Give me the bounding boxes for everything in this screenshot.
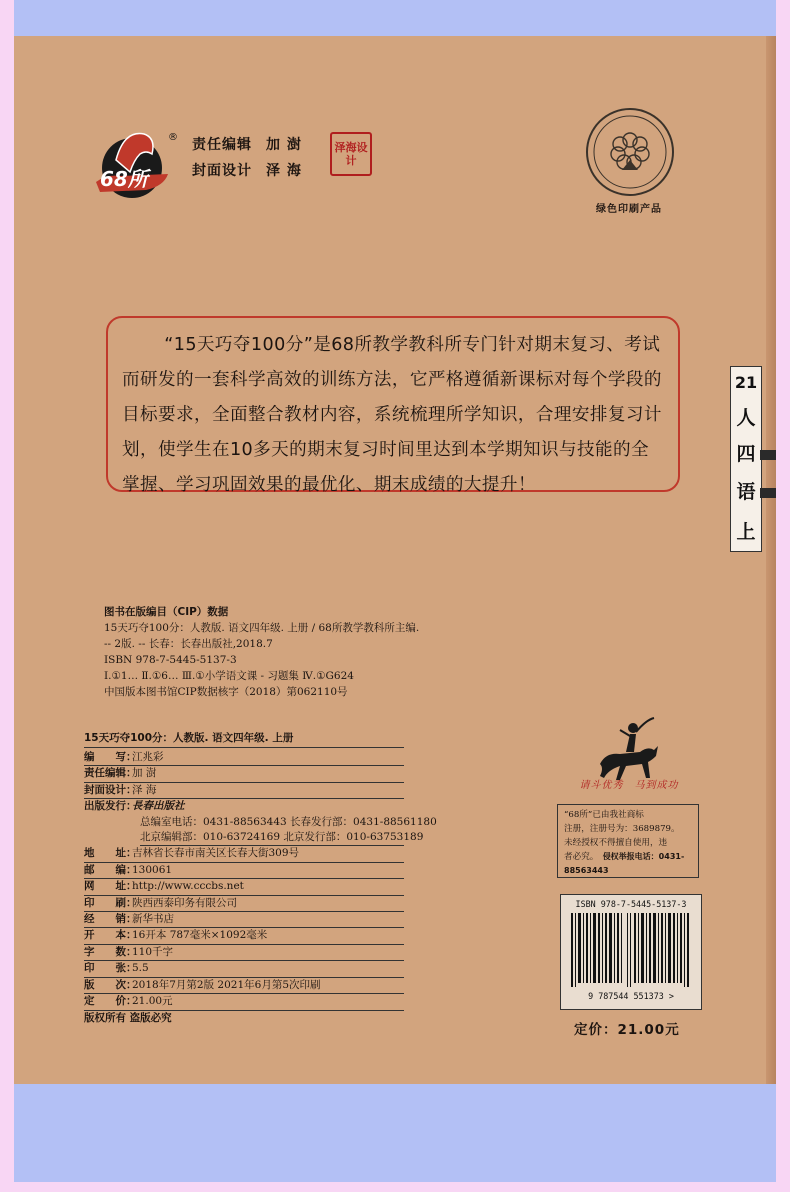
colophon-value: 新华书店 [132, 913, 174, 926]
spine-mark [760, 450, 776, 460]
credits-block [192, 132, 316, 184]
colophon-value: 110千字 [132, 945, 174, 958]
copyright-notice: 版权所有 盗版必究 [84, 1011, 172, 1024]
colophon-row [84, 879, 404, 895]
colophon-value: 2018年7月第2版 2021年6月第5次印刷 [132, 978, 321, 991]
colophon-title: 15天巧夺100分：人教版. 语文四年级. 上册 [84, 730, 404, 748]
colophon-value: 吉林省长春市南关区长春大街309号 [132, 847, 300, 860]
colophon-row [84, 978, 404, 994]
colophon-row [84, 945, 404, 961]
colophon-key: 字 数： [84, 945, 137, 958]
colophon-phone: 总编室电话：0431-88563443 长春发行部：0431-88561180 [140, 815, 437, 828]
colophon-row [84, 799, 404, 814]
trademark-line: 者必究。 [564, 852, 595, 862]
eco-label-caption: 绿色印刷产品 [596, 204, 662, 215]
barcode-icon [571, 913, 691, 987]
credit-name: 泽 海 [266, 163, 302, 179]
top-frame [14, 0, 776, 36]
tab-code: 21 [734, 373, 758, 392]
colophon-row [84, 994, 404, 1010]
isbn-text: ISBN 978-7-5445-5137-3 [575, 899, 687, 909]
cip-heading: 图书在版编目（CIP）数据 [104, 606, 229, 618]
trademark-notice [557, 804, 699, 878]
credit-row [192, 132, 316, 158]
publisher-name: 長春出版社 [132, 800, 185, 813]
colophon-row [84, 750, 404, 766]
colophon-key: 封面设计： [84, 783, 137, 796]
slogan: 请斗优秀 马到成功 [579, 780, 679, 791]
credit-name: 加 澍 [266, 137, 302, 153]
colophon-key: 地 址： [84, 847, 137, 860]
colophon-value: 江兆彩 [132, 751, 164, 763]
book-back-cover [14, 36, 776, 1084]
colophon-row [84, 766, 404, 782]
colophon-value: 加 澍 [132, 767, 157, 780]
colophon-row [84, 863, 404, 879]
report-hotline: 侵权举报电话：0431-88563443 [564, 852, 685, 875]
credit-role: 责任编辑 [192, 137, 252, 153]
colophon-row [84, 896, 404, 912]
colophon-row [84, 846, 404, 862]
colophon-value: 16开本 787毫米×1092毫米 [132, 929, 268, 942]
trademark-line: “68所”已由我社商标 [564, 810, 644, 820]
colophon-value: 陕西西泰印务有限公司 [132, 896, 237, 909]
horse-rider-icon [596, 712, 664, 786]
colophon-key: 网 址： [84, 880, 137, 893]
colophon-phone: 北京编辑部：010-63724169 北京发行部：010-63753189 [140, 830, 404, 846]
colophon-key: 版 次： [84, 978, 137, 991]
bottom-frame [14, 1084, 776, 1182]
colophon-key: 责任编辑： [84, 767, 137, 780]
barcode-box [560, 894, 702, 1010]
barcode-number: 9 787544 551373 > [588, 991, 674, 1001]
designer-seal-stamp: 泽海设计 [330, 132, 372, 176]
colophon-key: 开 本： [84, 929, 137, 942]
colophon-key: 邮 编： [84, 863, 137, 876]
cip-line: 15天巧夺100分：人教版. 语文四年级. 上册 / 68所教学教科所主编. [104, 622, 420, 634]
cip-block [88, 604, 419, 700]
intro-text: “15天巧夺100分”是68所教学教科所专门针对期末复习、考试而研发的一套科学高效的训练方法，它严格遵循新课标对每个学段的目标要求，全面整合教材内容，系统梳理所学知识，合理安排复习计划，使学生在10多天的期末复习时间里达到本学期知识与技能的全掌握、学习巩固效果的最优化、期末成绩的大提升！ [122, 335, 662, 495]
tab-char: 语 [736, 481, 756, 503]
environmental-label-icon [586, 108, 674, 196]
grade-subject-tab [730, 366, 762, 552]
trademark-line: 注册，注册号为：3689879。 [564, 824, 680, 834]
colophon-value: 5.5 [132, 962, 149, 975]
colophon-value: 130061 [132, 863, 173, 876]
tab-char: 上 [736, 521, 756, 543]
trademark-line: 未经授权不得擅自使用，违 [564, 838, 668, 848]
colophon-key: 编 写： [84, 751, 137, 763]
horse-logo-icon [86, 120, 182, 200]
cip-line: 中国版本图书馆CIP数据核字（2018）第062110号 [104, 686, 348, 698]
colophon-value: http://www.cccbs.net [132, 880, 244, 893]
logo-text: 68所 [100, 167, 148, 191]
colophon-value: 21.00元 [132, 995, 173, 1008]
cip-line: ISBN 978-7-5445-5137-3 [104, 654, 237, 666]
tab-char: 四 [736, 443, 756, 465]
cip-line: -- 2版. -- 长春：长春出版社,2018.7 [104, 638, 273, 650]
colophon [84, 730, 437, 1026]
cip-line: Ⅰ.①1… Ⅱ.①6… Ⅲ.①小学语文课 - 习题集 Ⅳ.①G624 [104, 670, 354, 682]
credit-row [192, 158, 316, 184]
colophon-row [84, 928, 404, 944]
colophon-key: 定 价： [84, 995, 137, 1008]
colophon-key: 印 刷： [84, 896, 137, 909]
colophon-row [84, 961, 404, 977]
colophon-key: 经 销： [84, 913, 137, 926]
colophon-key: 印 张： [84, 962, 137, 975]
intro-box [106, 316, 680, 495]
colophon-key: 出版发行： [84, 800, 137, 813]
tab-char: 人 [736, 407, 756, 429]
price-label: 定价：21.00元 [574, 1022, 680, 1038]
colophon-row [84, 912, 404, 928]
colophon-row [84, 783, 404, 799]
registered-mark: ® [168, 132, 178, 143]
colophon-value: 泽 海 [132, 783, 157, 796]
credit-role: 封面设计 [192, 163, 252, 179]
spine-edge [766, 36, 776, 1084]
spine-mark [760, 488, 776, 498]
